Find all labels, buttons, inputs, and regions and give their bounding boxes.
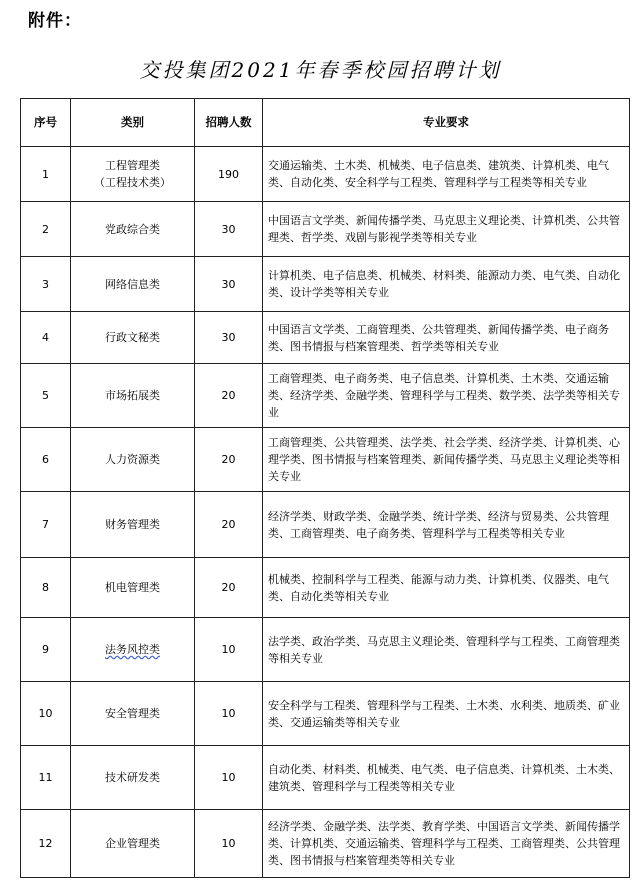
header-category: 类别 xyxy=(71,99,195,147)
row-category xyxy=(71,618,195,682)
row-category: 财务管理类 xyxy=(71,492,195,558)
row-index: 3 xyxy=(21,257,71,312)
row-category: 企业管理类 xyxy=(71,810,195,878)
row-requirements: 经济学类、财政学类、金融学类、统计学类、经济与贸易类、公共管理类、工商管理类、电子商务类、管理科学与工程类等相关专业 xyxy=(263,492,630,558)
row-headcount: 20 xyxy=(195,364,263,428)
table-row xyxy=(21,257,630,312)
table-row xyxy=(21,618,630,682)
row-requirements: 工商管理类、公共管理类、法学类、社会学类、经济学类、计算机类、心理学类、图书情报与档案管理类、新闻传播学类、马克思主义理论类等相关专业 xyxy=(263,428,630,492)
row-requirements: 中国语言文学类、新闻传播学类、马克思主义理论类、计算机类、公共管理类、哲学类、戏剧与影视学类等相关专业 xyxy=(263,202,630,257)
table-header-row xyxy=(21,99,630,147)
row-requirements: 交通运输类、土木类、机械类、电子信息类、建筑类、计算机类、电气类、自动化类、安全科学与工程类、管理科学与工程类等相关专业 xyxy=(263,147,630,202)
row-requirements: 自动化类、材料类、机械类、电气类、电子信息类、计算机类、土木类、建筑类、管理科学与工程类等相关专业 xyxy=(263,746,630,810)
category-sublabel: （工程技术类） xyxy=(94,176,171,189)
row-index: 10 xyxy=(21,682,71,746)
row-requirements: 计算机类、电子信息类、机械类、材料类、能源动力类、电气类、自动化类、设计学类等相关专业 xyxy=(263,257,630,312)
row-category: 行政文秘类 xyxy=(71,312,195,364)
row-headcount: 10 xyxy=(195,618,263,682)
row-requirements: 安全科学与工程类、管理科学与工程类、土木类、水利类、地质类、矿业类、交通运输类等相关专业 xyxy=(263,682,630,746)
table-row xyxy=(21,492,630,558)
row-headcount: 30 xyxy=(195,257,263,312)
row-index: 7 xyxy=(21,492,71,558)
row-category: 机电管理类 xyxy=(71,558,195,618)
row-headcount: 10 xyxy=(195,682,263,746)
annex-label: 附件： xyxy=(28,11,82,31)
row-category: 技术研发类 xyxy=(71,746,195,810)
row-headcount: 10 xyxy=(195,810,263,878)
category-label: 工程管理类 xyxy=(105,159,160,172)
table-row xyxy=(21,558,630,618)
table-row xyxy=(21,746,630,810)
row-headcount: 20 xyxy=(195,558,263,618)
row-headcount: 20 xyxy=(195,428,263,492)
row-category: 人力资源类 xyxy=(71,428,195,492)
row-index: 6 xyxy=(21,428,71,492)
header-headcount: 招聘人数 xyxy=(195,99,263,147)
row-headcount: 190 xyxy=(195,147,263,202)
row-index: 1 xyxy=(21,147,71,202)
row-index: 8 xyxy=(21,558,71,618)
table-row xyxy=(21,202,630,257)
table-row xyxy=(21,682,630,746)
row-headcount: 20 xyxy=(195,492,263,558)
header-index: 序号 xyxy=(21,99,71,147)
table-row xyxy=(21,428,630,492)
row-category: 安全管理类 xyxy=(71,682,195,746)
category-label: 法务风控类 xyxy=(105,643,160,656)
row-headcount: 30 xyxy=(195,202,263,257)
header-requirements: 专业要求 xyxy=(263,99,630,147)
row-headcount: 10 xyxy=(195,746,263,810)
row-headcount: 30 xyxy=(195,312,263,364)
row-index: 5 xyxy=(21,364,71,428)
table-row xyxy=(21,147,630,202)
page-title: 交投集团2021年春季校园招聘计划 xyxy=(139,58,502,82)
table-row xyxy=(21,364,630,428)
row-index: 9 xyxy=(21,618,71,682)
row-category: 党政综合类 xyxy=(71,202,195,257)
row-category: 网络信息类 xyxy=(71,257,195,312)
row-index: 12 xyxy=(21,810,71,878)
row-index: 4 xyxy=(21,312,71,364)
row-index: 11 xyxy=(21,746,71,810)
row-requirements: 中国语言文学类、工商管理类、公共管理类、新闻传播学类、电子商务类、图书情报与档案管理类、哲学类等相关专业 xyxy=(263,312,630,364)
recruitment-plan-table xyxy=(20,98,630,878)
table-row xyxy=(21,312,630,364)
table-row xyxy=(21,810,630,878)
row-requirements: 工商管理类、电子商务类、电子信息类、计算机类、土木类、交通运输类、经济学类、金融学类、管理科学与工程类、数学类、法学类等相关专业 xyxy=(263,364,630,428)
row-requirements: 经济学类、金融学类、法学类、教育学类、中国语言文学类、新闻传播学类、计算机类、交通运输类、管理科学与工程类、工商管理类、公共管理类、图书情报与档案管理类等相关专业 xyxy=(263,810,630,878)
row-requirements: 法学类、政治学类、马克思主义理论类、管理科学与工程类、工商管理类等相关专业 xyxy=(263,618,630,682)
row-index: 2 xyxy=(21,202,71,257)
row-category: 市场拓展类 xyxy=(71,364,195,428)
row-category xyxy=(71,147,195,202)
row-requirements: 机械类、控制科学与工程类、能源与动力类、计算机类、仪器类、电气类、自动化类等相关专业 xyxy=(263,558,630,618)
